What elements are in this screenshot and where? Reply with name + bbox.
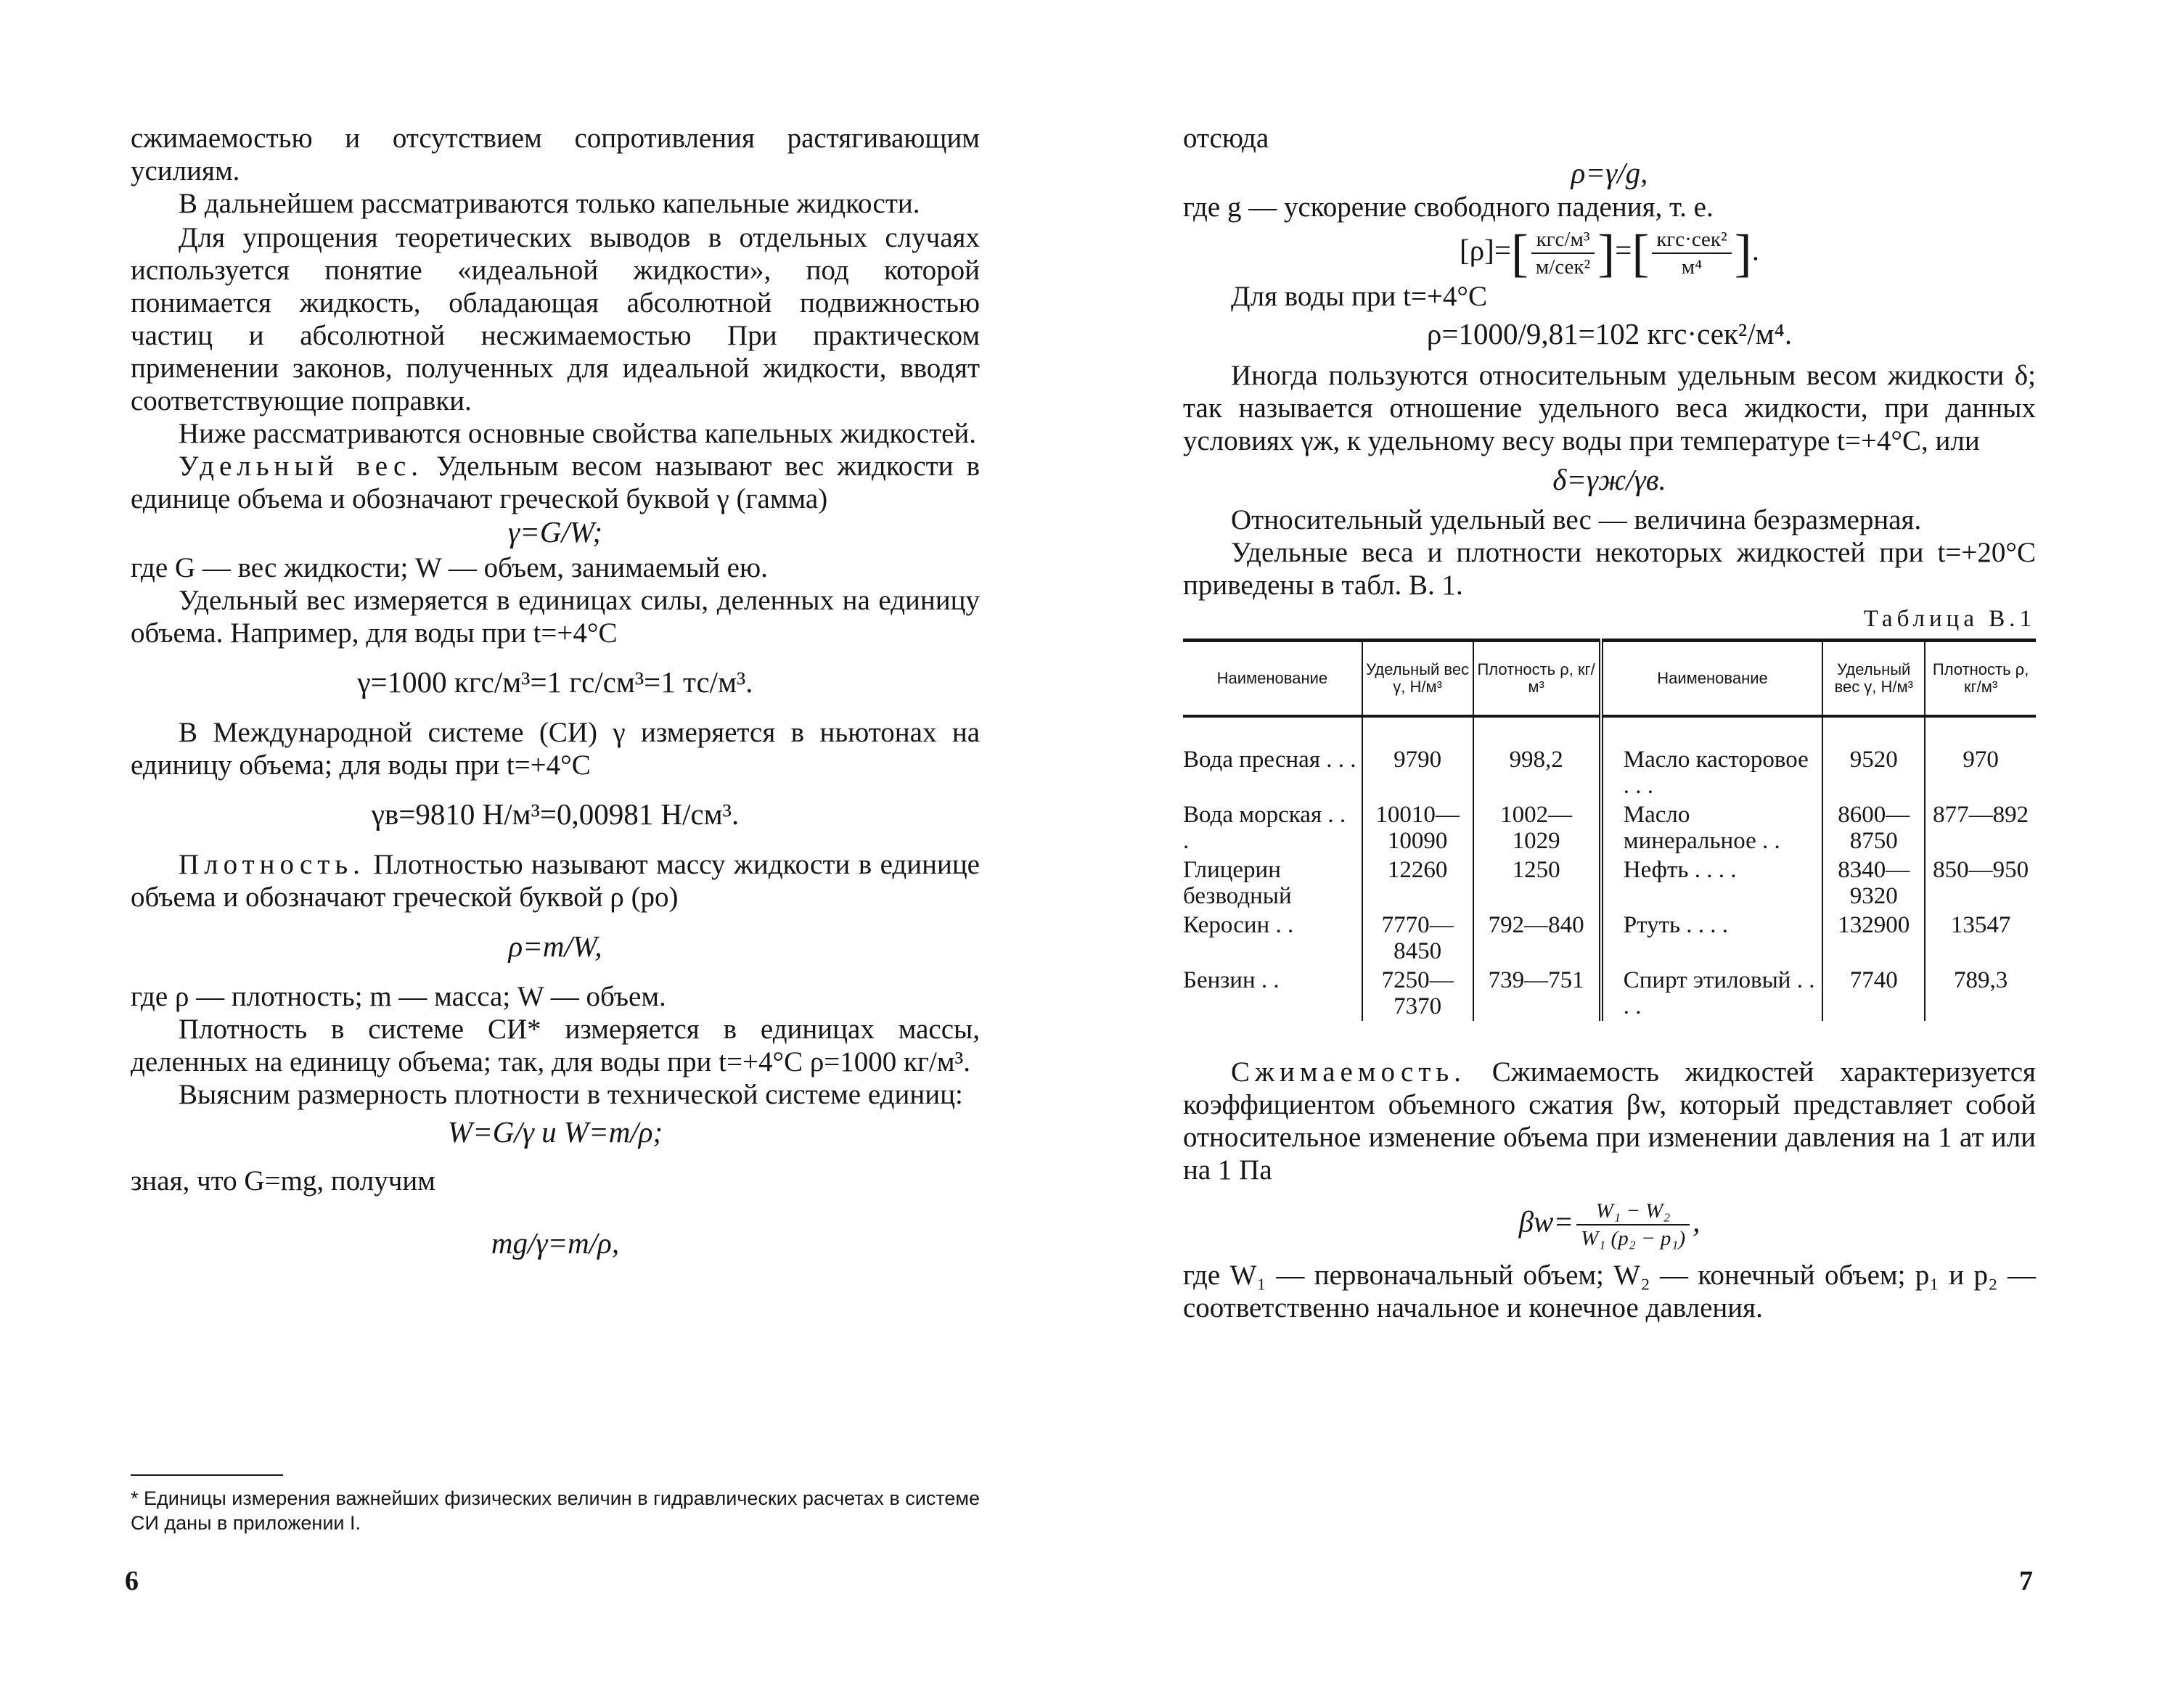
table-cell: 998,2 xyxy=(1473,716,1601,800)
table-cell: 9520 xyxy=(1822,716,1925,800)
formula: γ=1000 кгс/м³=1 гс/см³=1 тс/м³. xyxy=(357,665,753,699)
table-row xyxy=(1183,911,2036,966)
table-cell: 8600—8750 xyxy=(1822,800,1925,855)
table-cell: 739—751 xyxy=(1473,966,1601,1021)
table-header-row xyxy=(1183,641,2036,717)
paragraph: Иногда пользуются относительным удельным весом жидкости δ; так называется отношение удельного веса жидкости, при данных условиях γж, к удельному весу воды при температуре t=+4°C, или xyxy=(1183,360,2036,456)
paragraph: где W₁ — первоначальный объем; W₂ — конечный объем; p₁ и p₂ — соответственно начальное и конечное давления. xyxy=(1183,1260,2036,1323)
table-cell: Масло касторовое . . . xyxy=(1601,716,1823,800)
paragraph: отсюда xyxy=(1183,123,1269,154)
table-cell: Керосин . . xyxy=(1183,912,1294,938)
table-cell: 789,3 xyxy=(1925,966,2036,1021)
fraction-numerator: W₁ − W₂ xyxy=(1576,1198,1690,1225)
table-cell: 9790 xyxy=(1362,716,1473,800)
table-cell: 7250—7370 xyxy=(1362,966,1473,1021)
table-cell: Глицерин безводный xyxy=(1183,857,1292,909)
left-page xyxy=(0,0,1081,1708)
fraction-denominator: м⁴ xyxy=(1681,255,1703,279)
fraction-denominator: м/сек² xyxy=(1535,255,1591,279)
fraction xyxy=(1531,226,1595,280)
formula-lhs: [ρ]= xyxy=(1460,233,1511,267)
paragraph: В дальнейшем рассматриваются только капельные жидкости. xyxy=(179,188,920,219)
table-row xyxy=(1183,800,2036,855)
paragraph-text: Плотностью называют массу жидкости в единице объема и обозначают греческой буквой ρ (ро) xyxy=(131,849,980,913)
formula-density-units: [ρ]=[ $\frac{\text{кгс/м³}}{\text{м/сек²}}$ ]=[ $\frac{\text{кгс·сек²}}{\text{м⁴}}$ ]. xyxy=(1460,224,1759,282)
paragraph-specific-weight xyxy=(131,450,980,515)
table-header: Удельный вес γ, Н/м³ xyxy=(1822,641,1925,717)
table-cell: 12260 xyxy=(1362,855,1473,911)
footnote-divider xyxy=(131,1474,283,1476)
paragraph: где g — ускорение свободного падения, т. е. xyxy=(1183,192,1714,223)
paragraph: Для упрощения теоретических выводов в отдельных случаях используется понятие «идеальной жидкости», под которой понимается жидкость, обладающая абсолютной подвижностью частиц и абсолютной несжимаемостью При практическом применении законов, полученных для идеальной жидкости, вводят соответствующие поправки. xyxy=(131,222,980,416)
table-cell: 7740 xyxy=(1822,966,1925,1021)
formula: ρ=γ/g, xyxy=(1571,156,1648,189)
right-text-column xyxy=(1183,122,2036,1324)
section-heading: Плотность. xyxy=(179,849,365,880)
paragraph: Относительный удельный вес — величина безразмерная. xyxy=(1231,504,1922,535)
section-heading: Сжимаемость. xyxy=(1231,1056,1466,1088)
table-cell: 850—950 xyxy=(1925,855,2036,911)
table-row xyxy=(1183,966,2036,1021)
page-number: 7 xyxy=(2019,1566,2033,1596)
properties-table xyxy=(1183,639,2036,1021)
table-header: Наименование xyxy=(1601,641,1823,717)
paragraph-compressibility xyxy=(1183,1056,2036,1186)
formula-tail: , xyxy=(1693,1204,1701,1239)
table-header: Наименование xyxy=(1183,641,1362,717)
fraction-numerator: кгс/м³ xyxy=(1531,226,1595,254)
table-cell: Вода пресная . . . xyxy=(1183,747,1356,773)
table-cell: Ртуть . . . . xyxy=(1601,911,1823,966)
table-cell: 792—840 xyxy=(1473,911,1601,966)
table-row xyxy=(1183,855,2036,911)
paragraph: Плотность в системе СИ* измеряется в единицах массы, деленных на единицу объема; так, для воды при t=+4°C ρ=1000 кг/м³. xyxy=(131,1014,980,1077)
table-cell: 7770—8450 xyxy=(1362,911,1473,966)
table-cell: Масло минеральное . . xyxy=(1601,800,1823,855)
paragraph: сжимаемостью и отсутствием сопротивления растягивающим усилиям. xyxy=(131,123,980,186)
fraction-denominator: W₁ (p₂ − p₁) xyxy=(1581,1227,1686,1250)
table-cell: Нефть . . . . xyxy=(1601,855,1823,911)
paragraph: Удельный вес измеряется в единицах силы, деленных на единицу объема. Например, для воды при t=+4°C xyxy=(131,585,980,649)
paragraph: где ρ — плотность; m — масса; W — объем. xyxy=(131,981,666,1012)
table-cell: 877—892 xyxy=(1925,800,2036,855)
paragraph: В Международной системе (СИ) γ измеряется в ньютонах на единицу объема; для воды при t=+4°C xyxy=(131,717,980,781)
table-cell: 1002—1029 xyxy=(1473,800,1601,855)
bracket-open: [ xyxy=(1632,224,1650,282)
table-cell: Бензин . . xyxy=(1183,967,1280,993)
paragraph: Для воды при t=+4°C xyxy=(1231,281,1487,312)
table-header: Плотность ρ, кг/м³ xyxy=(1925,641,2036,717)
formula: γв=9810 Н/м³=0,00981 Н/см³. xyxy=(371,797,740,831)
formula-lhs: βw= xyxy=(1518,1204,1574,1239)
section-heading: Удельный вес. xyxy=(179,451,424,482)
table-cell: Спирт этиловый . . . . xyxy=(1601,966,1823,1021)
formula: ρ=m/W, xyxy=(508,929,602,963)
fraction xyxy=(1652,226,1731,280)
fraction-numerator: кгс·сек² xyxy=(1652,226,1731,254)
paragraph: Выясним размерность плотности в технической системе единиц: xyxy=(179,1079,963,1110)
formula: mg/γ=m/ρ, xyxy=(491,1226,620,1260)
table-cell: Вода морская . . . xyxy=(1183,802,1346,854)
right-page xyxy=(1089,0,2165,1708)
left-text-column xyxy=(131,122,980,1260)
formula: γ=G/W; xyxy=(508,515,602,549)
page-number: 6 xyxy=(125,1566,139,1596)
paragraph-text: Удельным весом называют вес жидкости в единице объема и обозначают греческой буквой γ (гамма) xyxy=(131,451,980,514)
fraction xyxy=(1576,1198,1690,1252)
paragraph: где G — вес жидкости; W — объем, занимаемый ею. xyxy=(131,552,768,583)
table-cell: 13547 xyxy=(1925,911,2036,966)
table-cell: 1250 xyxy=(1473,855,1601,911)
paragraph: зная, что G=mg, получим xyxy=(131,1165,435,1196)
table-cell: 970 xyxy=(1925,716,2036,800)
table-cell: 8340—9320 xyxy=(1822,855,1925,911)
table-caption: Таблица В.1 xyxy=(1863,606,2036,632)
bracket-close: ] xyxy=(1597,224,1616,282)
table-row xyxy=(1183,716,2036,800)
bracket-open: [ xyxy=(1510,224,1528,282)
paragraph-text: Сжимаемость жидкостей характеризуется коэффициентом объемного сжатия βw, который представляет собой относительное изменение объема при изменении давления на 1 ат или на 1 Па xyxy=(1183,1056,2036,1186)
formula: ρ=1000/9,81=102 кгс·сек²/м⁴. xyxy=(1426,317,1793,350)
footnote: * Единицы измерения важнейших физических величин в гидравлических расчетах в системе СИ даны в приложении I. xyxy=(131,1487,980,1534)
table-header: Плотность ρ, кг/м³ xyxy=(1473,641,1601,717)
table-cell: 132900 xyxy=(1822,911,1925,966)
bracket-close: ] xyxy=(1734,224,1752,282)
paragraph-density xyxy=(131,848,980,913)
formula-compressibility xyxy=(1183,1198,2036,1252)
formula: W=G/γ и W=m/ρ; xyxy=(447,1115,663,1149)
table-header: Удельный вес γ, Н/м³ xyxy=(1362,641,1473,717)
table-cell: 10010—10090 xyxy=(1362,800,1473,855)
paragraph: Удельные веса и плотности некоторых жидкостей при t=+20°C приведены в табл. В. 1. xyxy=(1183,537,2036,601)
formula: δ=γж/γв. xyxy=(1552,463,1666,496)
paragraph: Ниже рассматриваются основные свойства капельных жидкостей. xyxy=(179,418,977,449)
